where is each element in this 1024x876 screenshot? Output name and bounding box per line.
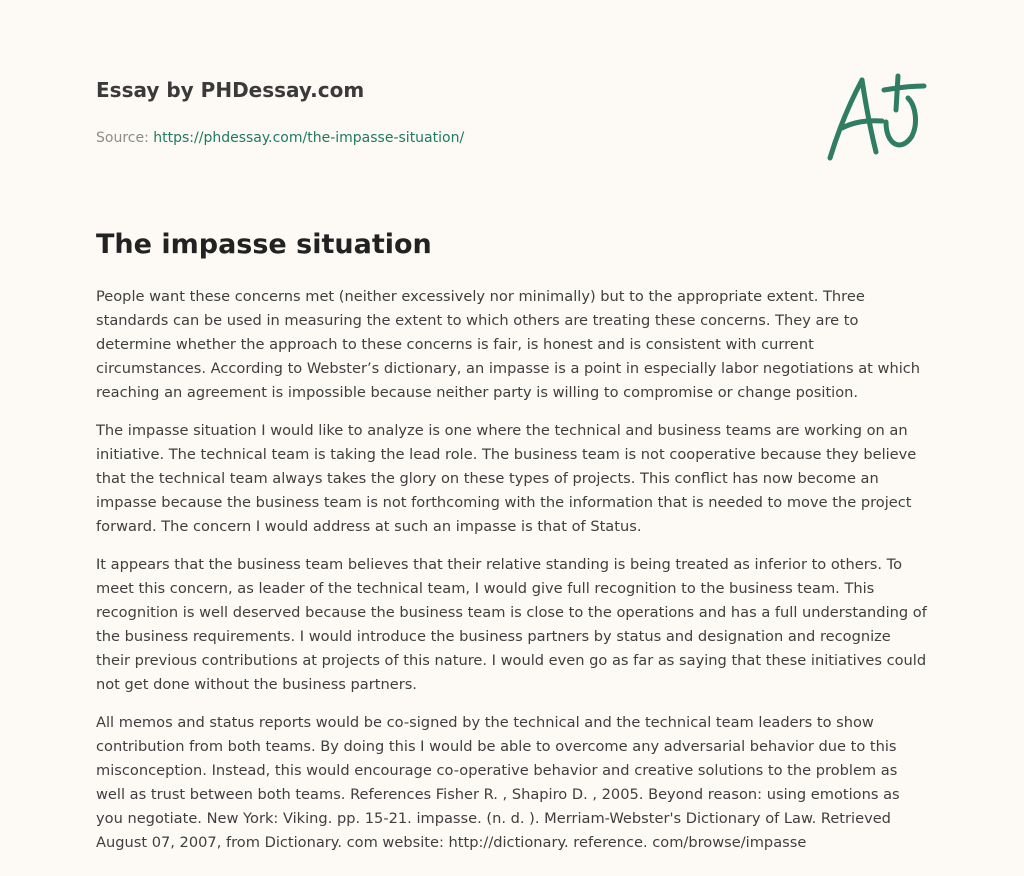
essay-paragraph: People want these concerns met (neither excessively nor minimally) but to the appropriate extent. Three standards can be used in measuring the extent to which others are treating these concerns. They are to determine whether the approach to these concerns is fair, is honest and is consistent with current circumstances. According to Webster’s dictionary, an impasse is a point in especially labor negotiations at which reaching an agreement is impossible because neither party is willing to compromise or change position. [96, 288, 921, 401]
site-title: Essay by PHDessay.com [96, 78, 365, 102]
essay-paragraph: The impasse situation I would like to analyze is one where the technical and business teams are working on an initiative. The technical team is taking the lead role. The business team is not cooperative because they believe that the technical team always takes the glory on these types of projects. This conflict has now become an impasse because the business team is not forthcoming with the information that is needed to move the project forward. The concern I would address at such an impasse is that of Status. [96, 422, 917, 535]
essay-paragraph: All memos and status reports would be co-signed by the technical and the technical team leaders to show contribution from both teams. By doing this I would be able to overcome any adversarial behavior due to this misconception. Instead, this would encourage co-operative behavior and creative solutions to the problem as well as trust between both teams. References Fisher R. , Shapiro D. , 2005. Beyond reason: using emotions as you negotiate. New York: Viking. pp. 15-21. impasse. (n. d. ). Merriam-Webster's Dictionary of Law. Retrieved August 07, 2007, from Dictionary. com website: http://dictionary. reference. com/browse/impasse [96, 714, 900, 851]
source-label: Source: [96, 130, 149, 146]
essay-title: The impasse situation [96, 229, 432, 260]
header [96, 76, 796, 148]
source-line [96, 128, 796, 148]
source-link[interactable]: https://phdessay.com/the-impasse-situation/ [153, 130, 465, 146]
a-plus-grade-icon [820, 66, 930, 166]
essay-body [96, 285, 928, 869]
essay-paragraph: It appears that the business team believes that their relative standing is being treated as inferior to others. To meet this concern, as leader of the technical team, I would give full recognition to the business team. This recognition is well deserved because the business team is close to the operations and has a full understanding of the business requirements. I would introduce the business partners by status and designation and recognize their previous contributions at projects of this nature. I would even go as far as saying that these initiatives could not get done without the business partners. [96, 556, 927, 693]
